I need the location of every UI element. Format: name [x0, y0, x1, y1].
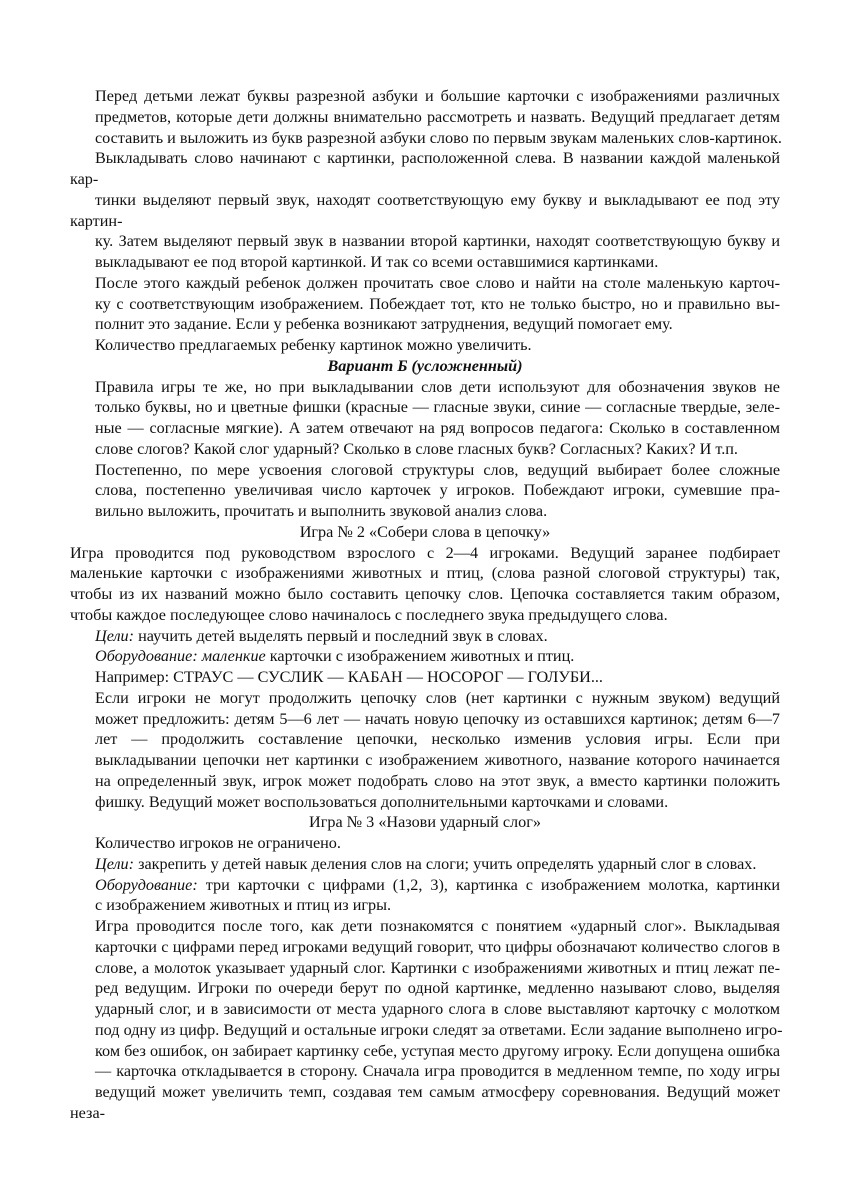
text-line: Количество игроков не ограничено. — [95, 834, 341, 852]
equipment-label: Оборудование: — [95, 875, 198, 894]
text-line: ведущий может увеличить темп, создавая тем самым атмосферу соревнования. Ведущий может неза- — [70, 1083, 780, 1122]
text-line: тинки выделяют первый звук, находят соответствующую ему букву и выкладывают ее под эту картин- — [70, 190, 780, 230]
text-line: Количество предлагаемых ребенку картинок можно увеличить. — [95, 336, 532, 354]
paragraph-game-3-rules — [70, 916, 783, 1124]
text-line: Игра проводится после того, как дети познакомятся с понятием «ударный слог». Выкладывая — [95, 917, 780, 935]
text-line: лет — продолжить составление цепочки, несколько изменив условия игры. Если при — [95, 730, 780, 749]
paragraph-game-2-rules — [70, 688, 780, 813]
game-2-example — [70, 667, 780, 688]
text-line: Перед детьми лежат буквы разрезной азбуки и большие карточки с изображениями различных — [95, 87, 780, 105]
paragraph-increase-cards — [70, 335, 780, 356]
text-line: составить и выложить из букв разрезной азбуки слово по первым звукам маленьких слов-картинок. — [95, 128, 782, 147]
text-line: Выкладывать слово начинают с картинки, расположенной слева. В названии каждой маленькой кар- — [70, 149, 780, 188]
text-line: ку. Затем выделяют первый звук в названии второй картинки, находят соответствующую букву и — [95, 232, 780, 251]
text-line: Игра проводится под руководством взрослого с 2—4 игроками. Ведущий заранее подбирает — [70, 543, 780, 562]
goals-text: закрепить у детей навык деления слов на слоги; учить определять ударный слог в словах. — [134, 854, 757, 873]
goals-label: Цели: — [95, 854, 135, 873]
game-3-equipment — [70, 875, 780, 917]
paragraph-gradual — [70, 460, 780, 522]
game-2-goals — [70, 626, 780, 647]
text-line: под одну из цифр. Ведущий и остальные игроки следят за ответами. Если задание выполнено игро- — [95, 1020, 783, 1039]
text-line: предметов, которые дети должны внимательно рассмотреть и назвать. Ведущий предлагает детям — [95, 107, 780, 126]
text-line: маленькие карточки с изображениями животных и птиц, (слова разной слоговой структуры) так, — [70, 564, 780, 583]
text-line: слова, постепенно увеличивая число карточек у игроков. Побеждают игроки, сумевшие пра- — [95, 481, 780, 500]
goals-text: научить детей выделять первый и последний звук в словах. — [134, 626, 548, 645]
text-line: ные — согласные мягкие). А затем отвечают на ряд вопросов педагога: Сколько в составленном — [95, 419, 780, 437]
text-line: чтобы из их названий можно было составить цепочку слов. Цепочка составляется таким образом, — [70, 585, 780, 603]
text-line: После этого каждый ребенок должен прочитать свое слово и найти на столе маленькую карточ- — [95, 273, 780, 292]
paragraph-intro — [70, 86, 780, 273]
text-line: ком без ошибок, он забирает картинку себе, уступая место другому игроку. Если допущена ошибка — [95, 1041, 780, 1060]
text-line: Если игроки не могут продолжить цепочку слов (нет картинки с нужным звуком) ведущий — [95, 688, 780, 707]
text-line: фишку. Ведущий может воспользоваться дополнительными карточками и словами. — [95, 792, 669, 811]
text-line: Например: СТРАУС — СУСЛИК — КАБАН — НОСОРОГ — ГОЛУБИ... — [95, 668, 603, 686]
text-line: вильно выложить, прочитать и выполнить звуковой анализ слова. — [95, 502, 548, 520]
text-line: Постепенно, по мере усвоения слоговой структуры слов, ведущий выбирает более сложные — [95, 460, 780, 479]
equipment-text: карточки с изображением животных и птиц. — [265, 647, 575, 666]
game-2-equipment — [70, 646, 780, 667]
text-line: на определенный звук, игрок может подобрать слово на этот звук, а вместо картинки положить — [95, 771, 780, 790]
text-line: — карточка откладывается в сторону. Сначала игра проводится в медленном темпе, по ходу игры — [95, 1062, 780, 1081]
heading-game-3: Игра № 3 «Назови ударный слог» — [309, 813, 541, 832]
paragraph-read-word — [70, 273, 780, 335]
text-line: чтобы каждое последующее слово начиналось с последнего звука предыдущего слова. — [70, 605, 668, 624]
document-page — [70, 86, 783, 1124]
paragraph-game-2-intro — [70, 543, 780, 626]
paragraph-variant-b-rules — [70, 377, 780, 460]
game-3-players — [70, 833, 780, 854]
text-line: только буквы, но и цветные фишки (красные — гласные звуки, синие — согласные твердые, зеле- — [95, 398, 780, 417]
text-line: ударный слог, и в зависимости от места ударного слога в слове выставляют карточку с молотком — [95, 1000, 780, 1018]
game-3-goals — [70, 854, 780, 875]
text-line: может предложить: детям 5—6 лет — начать новую цепочку из оставшихся картинок; детям 6—7 — [95, 709, 780, 728]
heading-variant-b: Вариант Б (усложненный) — [327, 356, 523, 375]
goals-label: Цели: — [95, 626, 135, 645]
text-line: ред ведущим. Игроки по очереди берут по одной картинке, медленно называют слово, выделяя — [95, 979, 780, 998]
text-line: полнит это задание. Если у ребенка возникают затруднения, ведущий помогает ему. — [95, 315, 673, 334]
text-line: ку с соответствующим изображением. Побеждает тот, кто не только быстро, но и правильно вы- — [95, 294, 780, 313]
text-line: Правила игры те же, но при выкладывании слов дети используют для обозначения звуков не — [95, 377, 780, 396]
heading-game-2: Игра № 2 «Собери слова в цепочку» — [299, 522, 551, 541]
text-line: слове, а молоток указывает ударный слог. Картинки с изображениями животных и птиц лежат пе- — [95, 958, 780, 977]
text-line: выкладывании цепочки нет картинки с изображением животного, название которого начинается — [95, 751, 780, 769]
text-line: слове слогов? Какой слог ударный? Сколько в слове гласных букв? Согласных? Каких? И т.п. — [95, 439, 738, 458]
text-line: с изображением животных и птиц из игры. — [95, 896, 392, 915]
text-line: карточки с цифрами перед игроками ведущий говорит, что цифры обозначают количество слогов в — [95, 937, 780, 956]
text-line: выкладывают ее под второй картинкой. И так со всеми оставшимися картинками. — [95, 253, 659, 271]
equipment-text: три карточки с цифрами (1,2, 3), картинка с изображением молотка, картинки — [197, 875, 780, 894]
equipment-label: Оборудование: маленкие — [95, 647, 266, 666]
